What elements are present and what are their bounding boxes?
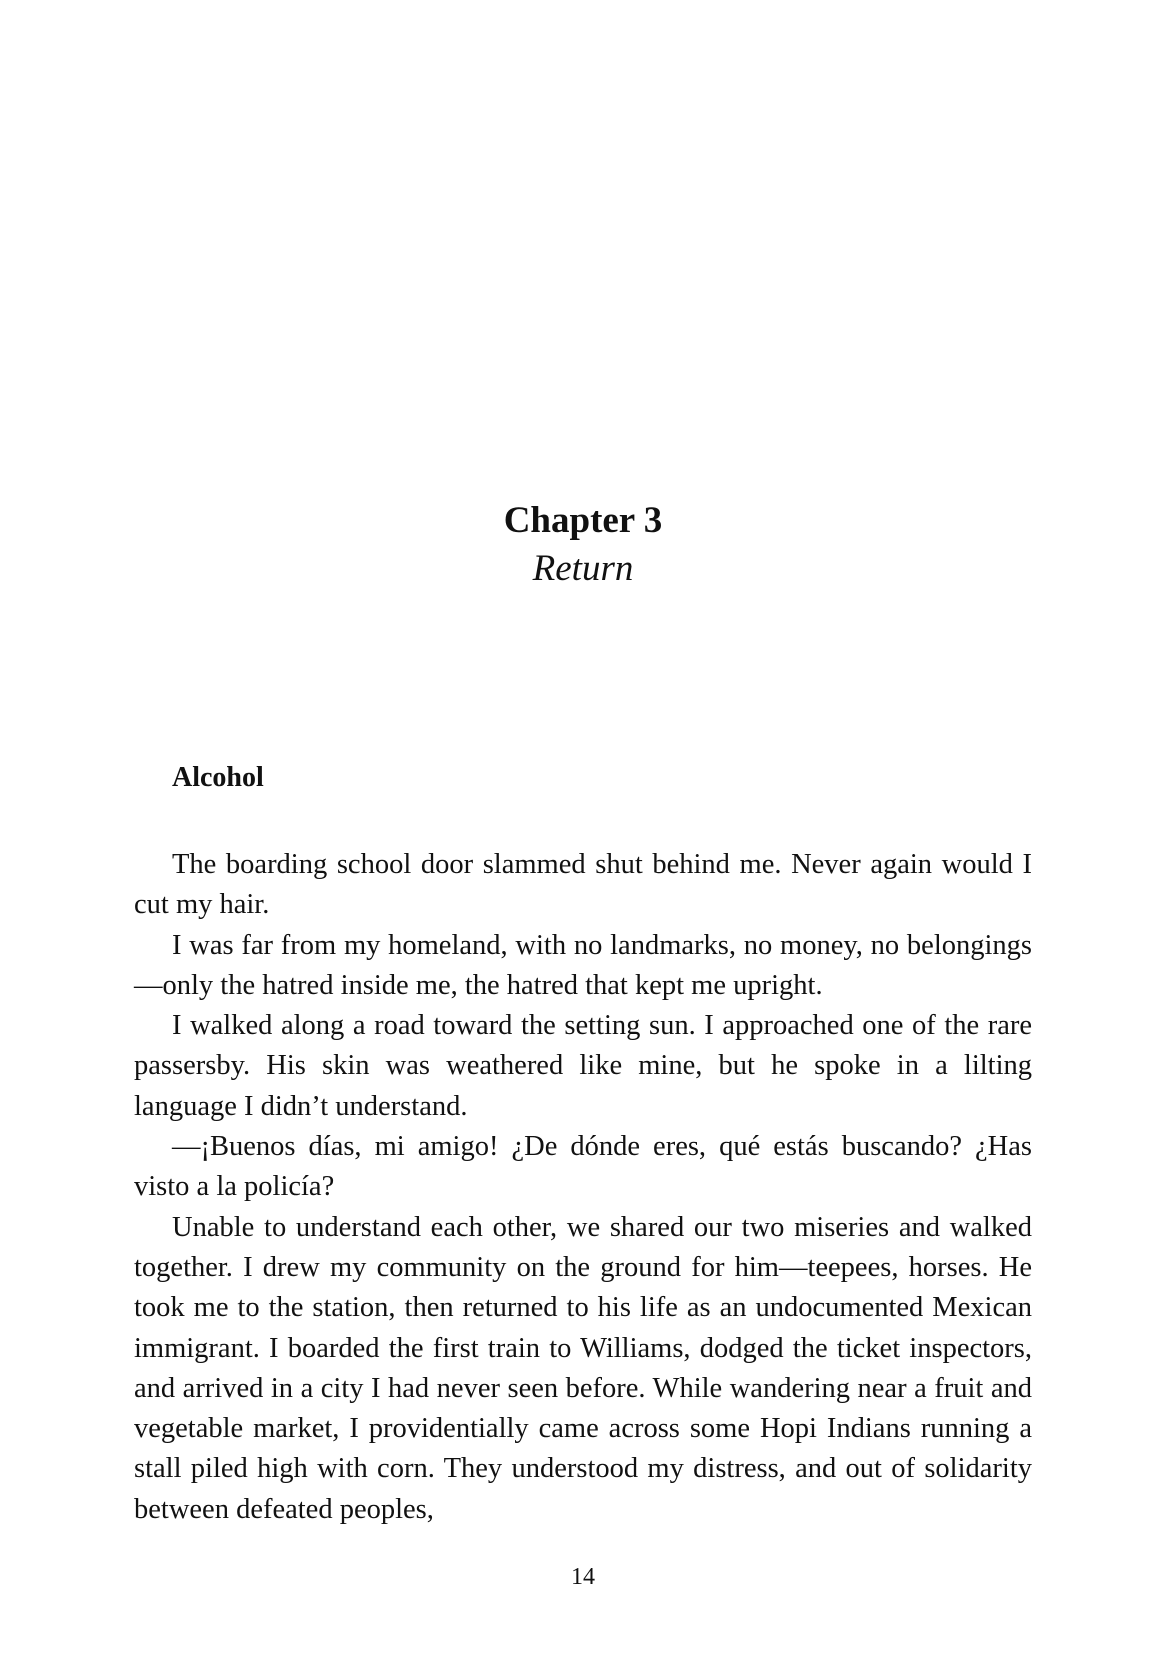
chapter-heading — [0, 497, 1166, 593]
paragraph: Unable to understand each other, we shared our two miseries and walked together. I drew my community on the ground for him—teepees, horses. He took me to the station, then returned to his life as an undocumented Mexican immigrant. I boarded the first train to Williams, dodged the ticket inspectors, and arrived in a city I had never seen before. While wandering near a fruit and vegetable market, I providentially came across some Hopi Indians running a stall piled high with corn. They understood my distress, and out of solidarity between defeated peoples, — [134, 1211, 1032, 1525]
section-title: Alcohol — [172, 762, 264, 793]
body-text — [134, 845, 1032, 1530]
paragraph: I walked along a road toward the setting sun. I approached one of the rare passersby. His skin was weathered like mine, but he spoke in a lilting language I didn’t understand. — [134, 1010, 1032, 1122]
paragraph: I was far from my homeland, with no landmarks, no money, no belongings—only the hatred inside me, the hatred that kept me upright. — [134, 929, 1032, 1001]
chapter-title: Chapter 3 — [503, 500, 663, 541]
page-number: 14 — [571, 1564, 595, 1590]
chapter-subtitle: Return — [532, 548, 634, 589]
paragraph: The boarding school door slammed shut behind me. Never again would I cut my hair. — [134, 849, 1032, 921]
paragraph: —¡Buenos días, mi amigo! ¿De dónde eres, qué estás buscando? ¿Has visto a la policía? — [134, 1131, 1032, 1203]
